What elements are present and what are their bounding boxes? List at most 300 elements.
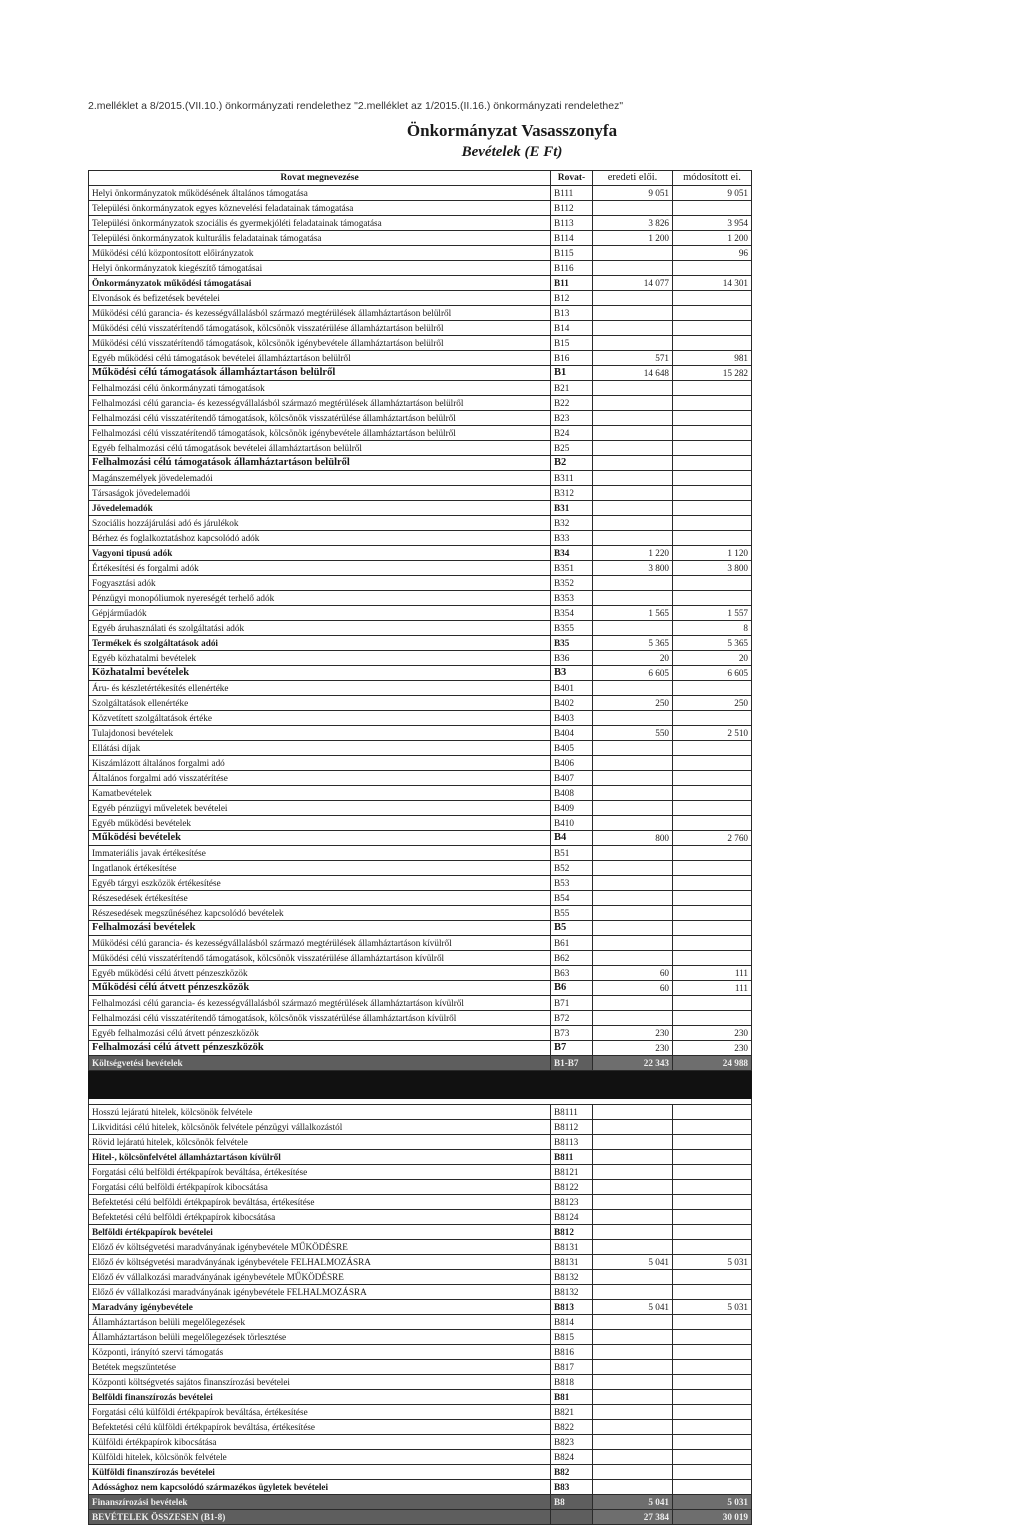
row-code: B31 <box>551 501 593 516</box>
revenue-table <box>88 170 752 1525</box>
row-modified-value: 1 200 <box>673 231 752 246</box>
row-code: B82 <box>551 1465 593 1480</box>
table-row <box>89 741 752 756</box>
row-name: Felhalmozási célú visszatérítendő támogatások, kölcsönök igénybevétele államháztartáson belülről <box>89 426 551 441</box>
row-code: B116 <box>551 261 593 276</box>
row-original-value: 571 <box>593 351 673 366</box>
row-original-value <box>593 1420 673 1435</box>
table-row <box>89 216 752 231</box>
row-name: Működési célú támogatások államháztartáson belülről <box>89 366 551 381</box>
row-name: Helyi önkormányzatok kiegészítő támogatásai <box>89 261 551 276</box>
row-code: B8131 <box>551 1240 593 1255</box>
row-name: BEVÉTELEK ÖSSZESEN (B1-8) <box>89 1510 551 1525</box>
row-original-value <box>593 1011 673 1026</box>
row-original-value: 14 648 <box>593 366 673 381</box>
row-name: Betétek megszüntetése <box>89 1360 551 1375</box>
row-name: Ellátási díjak <box>89 741 551 756</box>
row-name: Felhalmozási célú önkormányzati támogatások <box>89 381 551 396</box>
row-name: Felhalmozási célú visszatérítendő támogatások, kölcsönök visszatérülése államháztartáson kívülről <box>89 1011 551 1026</box>
row-code: B23 <box>551 411 593 426</box>
row-modified-value <box>673 1011 752 1026</box>
row-original-value <box>593 246 673 261</box>
row-code: B81 <box>551 1390 593 1405</box>
row-original-value <box>593 306 673 321</box>
row-code: B407 <box>551 771 593 786</box>
row-modified-value: 3 954 <box>673 216 752 231</box>
row-name: Befektetési célú belföldi értékpapírok beváltása, értékesítése <box>89 1195 551 1210</box>
row-code: B312 <box>551 486 593 501</box>
row-name: Előző év költségvetési maradványának igénybevétele MŰKÖDÉSRE <box>89 1240 551 1255</box>
row-original-value <box>593 921 673 936</box>
row-code: B814 <box>551 1315 593 1330</box>
row-modified-value <box>673 591 752 606</box>
row-original-value: 1 565 <box>593 606 673 621</box>
row-name: Jövedelemadók <box>89 501 551 516</box>
row-modified-value <box>673 1420 752 1435</box>
row-code: B353 <box>551 591 593 606</box>
table-row <box>89 936 752 951</box>
row-name: Települési önkormányzatok kulturális feladatainak támogatása <box>89 231 551 246</box>
row-modified-value <box>673 906 752 921</box>
row-modified-value <box>673 1390 752 1405</box>
row-modified-value: 5 365 <box>673 636 752 651</box>
row-code: B8121 <box>551 1165 593 1180</box>
row-modified-value: 15 282 <box>673 366 752 381</box>
row-original-value <box>593 441 673 456</box>
table-row <box>89 201 752 216</box>
row-modified-value <box>673 786 752 801</box>
table-row <box>89 276 752 291</box>
table-row <box>89 516 752 531</box>
table-row <box>89 636 752 651</box>
row-original-value <box>593 336 673 351</box>
row-code: B5 <box>551 921 593 936</box>
row-code: B11 <box>551 276 593 291</box>
row-modified-value: 20 <box>673 651 752 666</box>
table-row <box>89 726 752 741</box>
row-code: B811 <box>551 1150 593 1165</box>
row-modified-value <box>673 1120 752 1135</box>
table-row <box>89 1105 752 1120</box>
row-original-value <box>593 201 673 216</box>
row-name: Települési önkormányzatok szociális és gyermekjóléti feladatainak támogatása <box>89 216 551 231</box>
table-row <box>89 1011 752 1026</box>
row-modified-value <box>673 846 752 861</box>
row-code: B7 <box>551 1041 593 1056</box>
document-subtitle: Bevételek (E Ft) <box>461 144 563 160</box>
row-original-value <box>593 456 673 471</box>
row-code: B401 <box>551 681 593 696</box>
row-modified-value <box>673 1270 752 1285</box>
row-original-value: 1 200 <box>593 231 673 246</box>
row-original-value: 22 343 <box>593 1056 673 1071</box>
table-row <box>89 1180 752 1195</box>
table-row <box>89 1285 752 1300</box>
row-modified-value <box>673 471 752 486</box>
table-row <box>89 966 752 981</box>
table-row <box>89 1135 752 1150</box>
table-row <box>89 666 752 681</box>
row-original-value <box>593 951 673 966</box>
row-name: Immateriális javak értékesítése <box>89 846 551 861</box>
row-name: Egyéb áruhasználati és szolgáltatási adók <box>89 621 551 636</box>
row-code: B818 <box>551 1375 593 1390</box>
row-code: B14 <box>551 321 593 336</box>
table-row <box>89 1041 752 1056</box>
table-row <box>89 1465 752 1480</box>
row-original-value: 9 051 <box>593 186 673 201</box>
table-row <box>89 801 752 816</box>
row-code: B403 <box>551 711 593 726</box>
row-modified-value <box>673 1195 752 1210</box>
row-modified-value <box>673 996 752 1011</box>
row-original-value <box>593 906 673 921</box>
table-row <box>89 1240 752 1255</box>
table-row <box>89 501 752 516</box>
row-original-value: 1 220 <box>593 546 673 561</box>
row-code: B823 <box>551 1435 593 1450</box>
row-code: B405 <box>551 741 593 756</box>
row-original-value <box>593 1105 673 1120</box>
row-name: Belföldi finanszírozás bevételei <box>89 1390 551 1405</box>
row-code: B8112 <box>551 1120 593 1135</box>
row-modified-value <box>673 741 752 756</box>
row-original-value <box>593 531 673 546</box>
table-row <box>89 981 752 996</box>
row-original-value <box>593 1270 673 1285</box>
row-modified-value <box>673 1240 752 1255</box>
row-name: Önkormányzatok működési támogatásai <box>89 276 551 291</box>
row-original-value: 5 365 <box>593 636 673 651</box>
table-row <box>89 231 752 246</box>
row-original-value <box>593 846 673 861</box>
row-original-value <box>593 1345 673 1360</box>
table-row <box>89 531 752 546</box>
table-row <box>89 591 752 606</box>
row-modified-value <box>673 1225 752 1240</box>
row-modified-value <box>673 1465 752 1480</box>
row-modified-value <box>673 756 752 771</box>
row-code: B8 <box>551 1495 593 1510</box>
table-row <box>89 291 752 306</box>
row-original-value <box>593 426 673 441</box>
row-code: B352 <box>551 576 593 591</box>
row-original-value: 14 077 <box>593 276 673 291</box>
table-row <box>89 1195 752 1210</box>
row-name: Társaságok jövedelemadói <box>89 486 551 501</box>
row-code: B408 <box>551 786 593 801</box>
row-modified-value <box>673 201 752 216</box>
table-row <box>89 186 752 201</box>
row-modified-value <box>673 396 752 411</box>
row-original-value: 230 <box>593 1041 673 1056</box>
row-name: Forgatási célú külföldi értékpapírok beváltása, értékesítése <box>89 1405 551 1420</box>
table-row <box>89 1375 752 1390</box>
row-name: Pénzügyi monopóliumok nyereségét terhelő adók <box>89 591 551 606</box>
row-name: Befektetési célú külföldi értékpapírok beváltása, értékesítése <box>89 1420 551 1435</box>
row-modified-value <box>673 1165 752 1180</box>
row-code: B34 <box>551 546 593 561</box>
table-row <box>89 1360 752 1375</box>
row-name: Szolgáltatások ellenértéke <box>89 696 551 711</box>
row-code: B55 <box>551 906 593 921</box>
row-modified-value <box>673 1135 752 1150</box>
row-original-value <box>593 891 673 906</box>
row-original-value <box>593 1240 673 1255</box>
row-code: B112 <box>551 201 593 216</box>
row-code: B812 <box>551 1225 593 1240</box>
row-code: B8124 <box>551 1210 593 1225</box>
row-name: Előző év vállalkozási maradványának igénybevétele FELHALMOZÁSRA <box>89 1285 551 1300</box>
row-code: B824 <box>551 1450 593 1465</box>
row-original-value <box>593 501 673 516</box>
row-original-value <box>593 1210 673 1225</box>
row-name: Áru- és készletértékesítés ellenértéke <box>89 681 551 696</box>
table-row <box>89 561 752 576</box>
row-original-value <box>593 1150 673 1165</box>
row-original-value: 60 <box>593 966 673 981</box>
table-row <box>89 1480 752 1495</box>
row-modified-value <box>673 876 752 891</box>
row-code: B2 <box>551 456 593 471</box>
table-body <box>89 186 752 1525</box>
row-modified-value <box>673 1210 752 1225</box>
row-code: B8132 <box>551 1270 593 1285</box>
row-original-value <box>593 1465 673 1480</box>
row-original-value <box>593 411 673 426</box>
row-code: B355 <box>551 621 593 636</box>
row-code: B1 <box>551 366 593 381</box>
row-modified-value <box>673 711 752 726</box>
row-code: B404 <box>551 726 593 741</box>
row-code: B32 <box>551 516 593 531</box>
row-code: B402 <box>551 696 593 711</box>
row-original-value <box>593 876 673 891</box>
row-code: B61 <box>551 936 593 951</box>
row-original-value <box>593 816 673 831</box>
row-name: Egyéb működési bevételek <box>89 816 551 831</box>
table-row <box>89 696 752 711</box>
row-name: Részesedések értékesítése <box>89 891 551 906</box>
row-original-value <box>593 591 673 606</box>
row-name: Belföldi értékpapírok bevételei <box>89 1225 551 1240</box>
row-original-value <box>593 861 673 876</box>
row-original-value <box>593 711 673 726</box>
table-row <box>89 1495 752 1510</box>
row-code: B8111 <box>551 1105 593 1120</box>
row-modified-value <box>673 1480 752 1495</box>
table-row <box>89 816 752 831</box>
row-name: Helyi önkormányzatok működésének általános támogatása <box>89 186 551 201</box>
row-name: Termékek és szolgáltatások adói <box>89 636 551 651</box>
table-row <box>89 891 752 906</box>
row-code: B22 <box>551 396 593 411</box>
row-code: B15 <box>551 336 593 351</box>
table-row <box>89 1435 752 1450</box>
row-modified-value: 8 <box>673 621 752 636</box>
row-name: Vagyoni tipusú adók <box>89 546 551 561</box>
row-modified-value <box>673 426 752 441</box>
row-name: Rövid lejáratú hitelek, kölcsönök felvétele <box>89 1135 551 1150</box>
row-name: Települési önkormányzatok egyes köznevelési feladatainak támogatása <box>89 201 551 216</box>
table-row <box>89 621 752 636</box>
row-original-value <box>593 786 673 801</box>
row-code: B24 <box>551 426 593 441</box>
row-modified-value <box>673 951 752 966</box>
row-name: Adóssághoz nem kapcsolódó származékos ügyletek bevételei <box>89 1480 551 1495</box>
row-original-value <box>593 576 673 591</box>
row-modified-value <box>673 441 752 456</box>
header-name: Rovat megnevezése <box>89 171 551 186</box>
row-name: Előző év költségvetési maradványának igénybevétele FELHALMOZÁSRA <box>89 1255 551 1270</box>
row-name: Államháztartáson belüli megelőlegezések törlesztése <box>89 1330 551 1345</box>
row-original-value <box>593 1390 673 1405</box>
row-original-value: 550 <box>593 726 673 741</box>
row-name: Egyéb felhalmozási célú támogatások bevételei államháztartáson belülről <box>89 441 551 456</box>
row-original-value <box>593 396 673 411</box>
row-code: B8113 <box>551 1135 593 1150</box>
table-row <box>89 1450 752 1465</box>
row-original-value <box>593 681 673 696</box>
row-name: Működési célú visszatérítendő támogatások, kölcsönök visszatérülése államháztartáson belülről <box>89 321 551 336</box>
row-modified-value: 3 800 <box>673 561 752 576</box>
row-code: B52 <box>551 861 593 876</box>
row-modified-value: 96 <box>673 246 752 261</box>
row-original-value <box>593 1330 673 1345</box>
row-name: Külföldi hitelek, kölcsönök felvétele <box>89 1450 551 1465</box>
row-modified-value <box>673 1105 752 1120</box>
table-row <box>89 921 752 936</box>
row-original-value <box>593 1450 673 1465</box>
row-name: Forgatási célú belföldi értékpapírok beváltása, értékesítése <box>89 1165 551 1180</box>
table-row <box>89 336 752 351</box>
row-modified-value <box>673 1180 752 1195</box>
row-code: B3 <box>551 666 593 681</box>
row-name: Előző év vállalkozási maradványának igénybevétele MŰKÖDÉSRE <box>89 1270 551 1285</box>
row-name: Magánszemélyek jövedelemadói <box>89 471 551 486</box>
row-modified-value: 111 <box>673 981 752 996</box>
row-original-value <box>593 1225 673 1240</box>
table-row <box>89 1071 752 1099</box>
row-code: B13 <box>551 306 593 321</box>
table-row <box>89 411 752 426</box>
table-row <box>89 1120 752 1135</box>
row-original-value <box>593 771 673 786</box>
row-name: Működési célú visszatérítendő támogatások, kölcsönök visszatérülése államháztartáson kívülről <box>89 951 551 966</box>
row-modified-value <box>673 576 752 591</box>
row-code: B72 <box>551 1011 593 1026</box>
row-original-value <box>593 486 673 501</box>
table-row <box>89 681 752 696</box>
row-code: B113 <box>551 216 593 231</box>
row-modified-value <box>673 1405 752 1420</box>
row-name: Elvonások és befizetések bevételei <box>89 291 551 306</box>
row-modified-value: 230 <box>673 1026 752 1041</box>
table-row <box>89 321 752 336</box>
row-code: B35 <box>551 636 593 651</box>
row-name: Egyéb közhatalmi bevételek <box>89 651 551 666</box>
row-code: B409 <box>551 801 593 816</box>
row-name: Értékesítési és forgalmi adók <box>89 561 551 576</box>
row-code: B62 <box>551 951 593 966</box>
table-row <box>89 861 752 876</box>
row-original-value <box>593 936 673 951</box>
row-modified-value <box>673 1375 752 1390</box>
document-title: Önkormányzat Vasasszonyfa <box>406 121 618 140</box>
row-original-value: 3 800 <box>593 561 673 576</box>
table-row <box>89 1300 752 1315</box>
row-name: Szociális hozzájárulási adó és járulékok <box>89 516 551 531</box>
row-original-value <box>593 1120 673 1135</box>
row-modified-value: 9 051 <box>673 186 752 201</box>
row-original-value <box>593 1135 673 1150</box>
row-name: Működési célú átvett pénzeszközök <box>89 981 551 996</box>
row-modified-value <box>673 321 752 336</box>
row-name: Egyéb működési célú átvett pénzeszközök <box>89 966 551 981</box>
row-modified-value <box>673 486 752 501</box>
row-modified-value: 14 301 <box>673 276 752 291</box>
table-row <box>89 951 752 966</box>
row-code: B1-B7 <box>551 1056 593 1071</box>
row-name: Befektetési célú belföldi értékpapírok kibocsátása <box>89 1210 551 1225</box>
row-modified-value <box>673 411 752 426</box>
row-name: Közvetített szolgáltatások értéke <box>89 711 551 726</box>
row-name: Felhalmozási célú garancia- és kezességvállalásból származó megtérülések államháztartáson kívülről <box>89 996 551 1011</box>
row-original-value: 5 041 <box>593 1495 673 1510</box>
row-name: Központi, irányító szervi támogatás <box>89 1345 551 1360</box>
table-row <box>89 1420 752 1435</box>
row-modified-value <box>673 336 752 351</box>
row-name: Egyéb tárgyi eszközök értékesítése <box>89 876 551 891</box>
row-modified-value: 24 988 <box>673 1056 752 1071</box>
row-name: Felhalmozási célú átvett pénzeszközök <box>89 1041 551 1056</box>
table-row <box>89 246 752 261</box>
row-original-value <box>593 1435 673 1450</box>
row-code: B4 <box>551 831 593 846</box>
row-code: B21 <box>551 381 593 396</box>
row-original-value <box>593 1315 673 1330</box>
table-row <box>89 546 752 561</box>
row-modified-value <box>673 891 752 906</box>
row-original-value: 27 384 <box>593 1510 673 1525</box>
row-code: B410 <box>551 816 593 831</box>
row-code: B821 <box>551 1405 593 1420</box>
table-row <box>89 711 752 726</box>
row-original-value <box>593 996 673 1011</box>
row-original-value <box>593 321 673 336</box>
row-code: B822 <box>551 1420 593 1435</box>
row-modified-value <box>673 816 752 831</box>
row-modified-value <box>673 1315 752 1330</box>
row-code: B73 <box>551 1026 593 1041</box>
row-modified-value <box>673 501 752 516</box>
table-row <box>89 1345 752 1360</box>
row-modified-value <box>673 291 752 306</box>
row-code: B111 <box>551 186 593 201</box>
row-original-value <box>593 1285 673 1300</box>
table-row <box>89 366 752 381</box>
table-row <box>89 1255 752 1270</box>
row-name: Működési bevételek <box>89 831 551 846</box>
row-original-value <box>593 381 673 396</box>
row-name: Államháztartáson belüli megelőlegezések <box>89 1315 551 1330</box>
table-row <box>89 1056 752 1071</box>
black-band <box>89 1071 752 1099</box>
row-modified-value <box>673 771 752 786</box>
row-modified-value: 1 120 <box>673 546 752 561</box>
row-code: B816 <box>551 1345 593 1360</box>
row-name: Egyéb pénzügyi műveletek bevételei <box>89 801 551 816</box>
